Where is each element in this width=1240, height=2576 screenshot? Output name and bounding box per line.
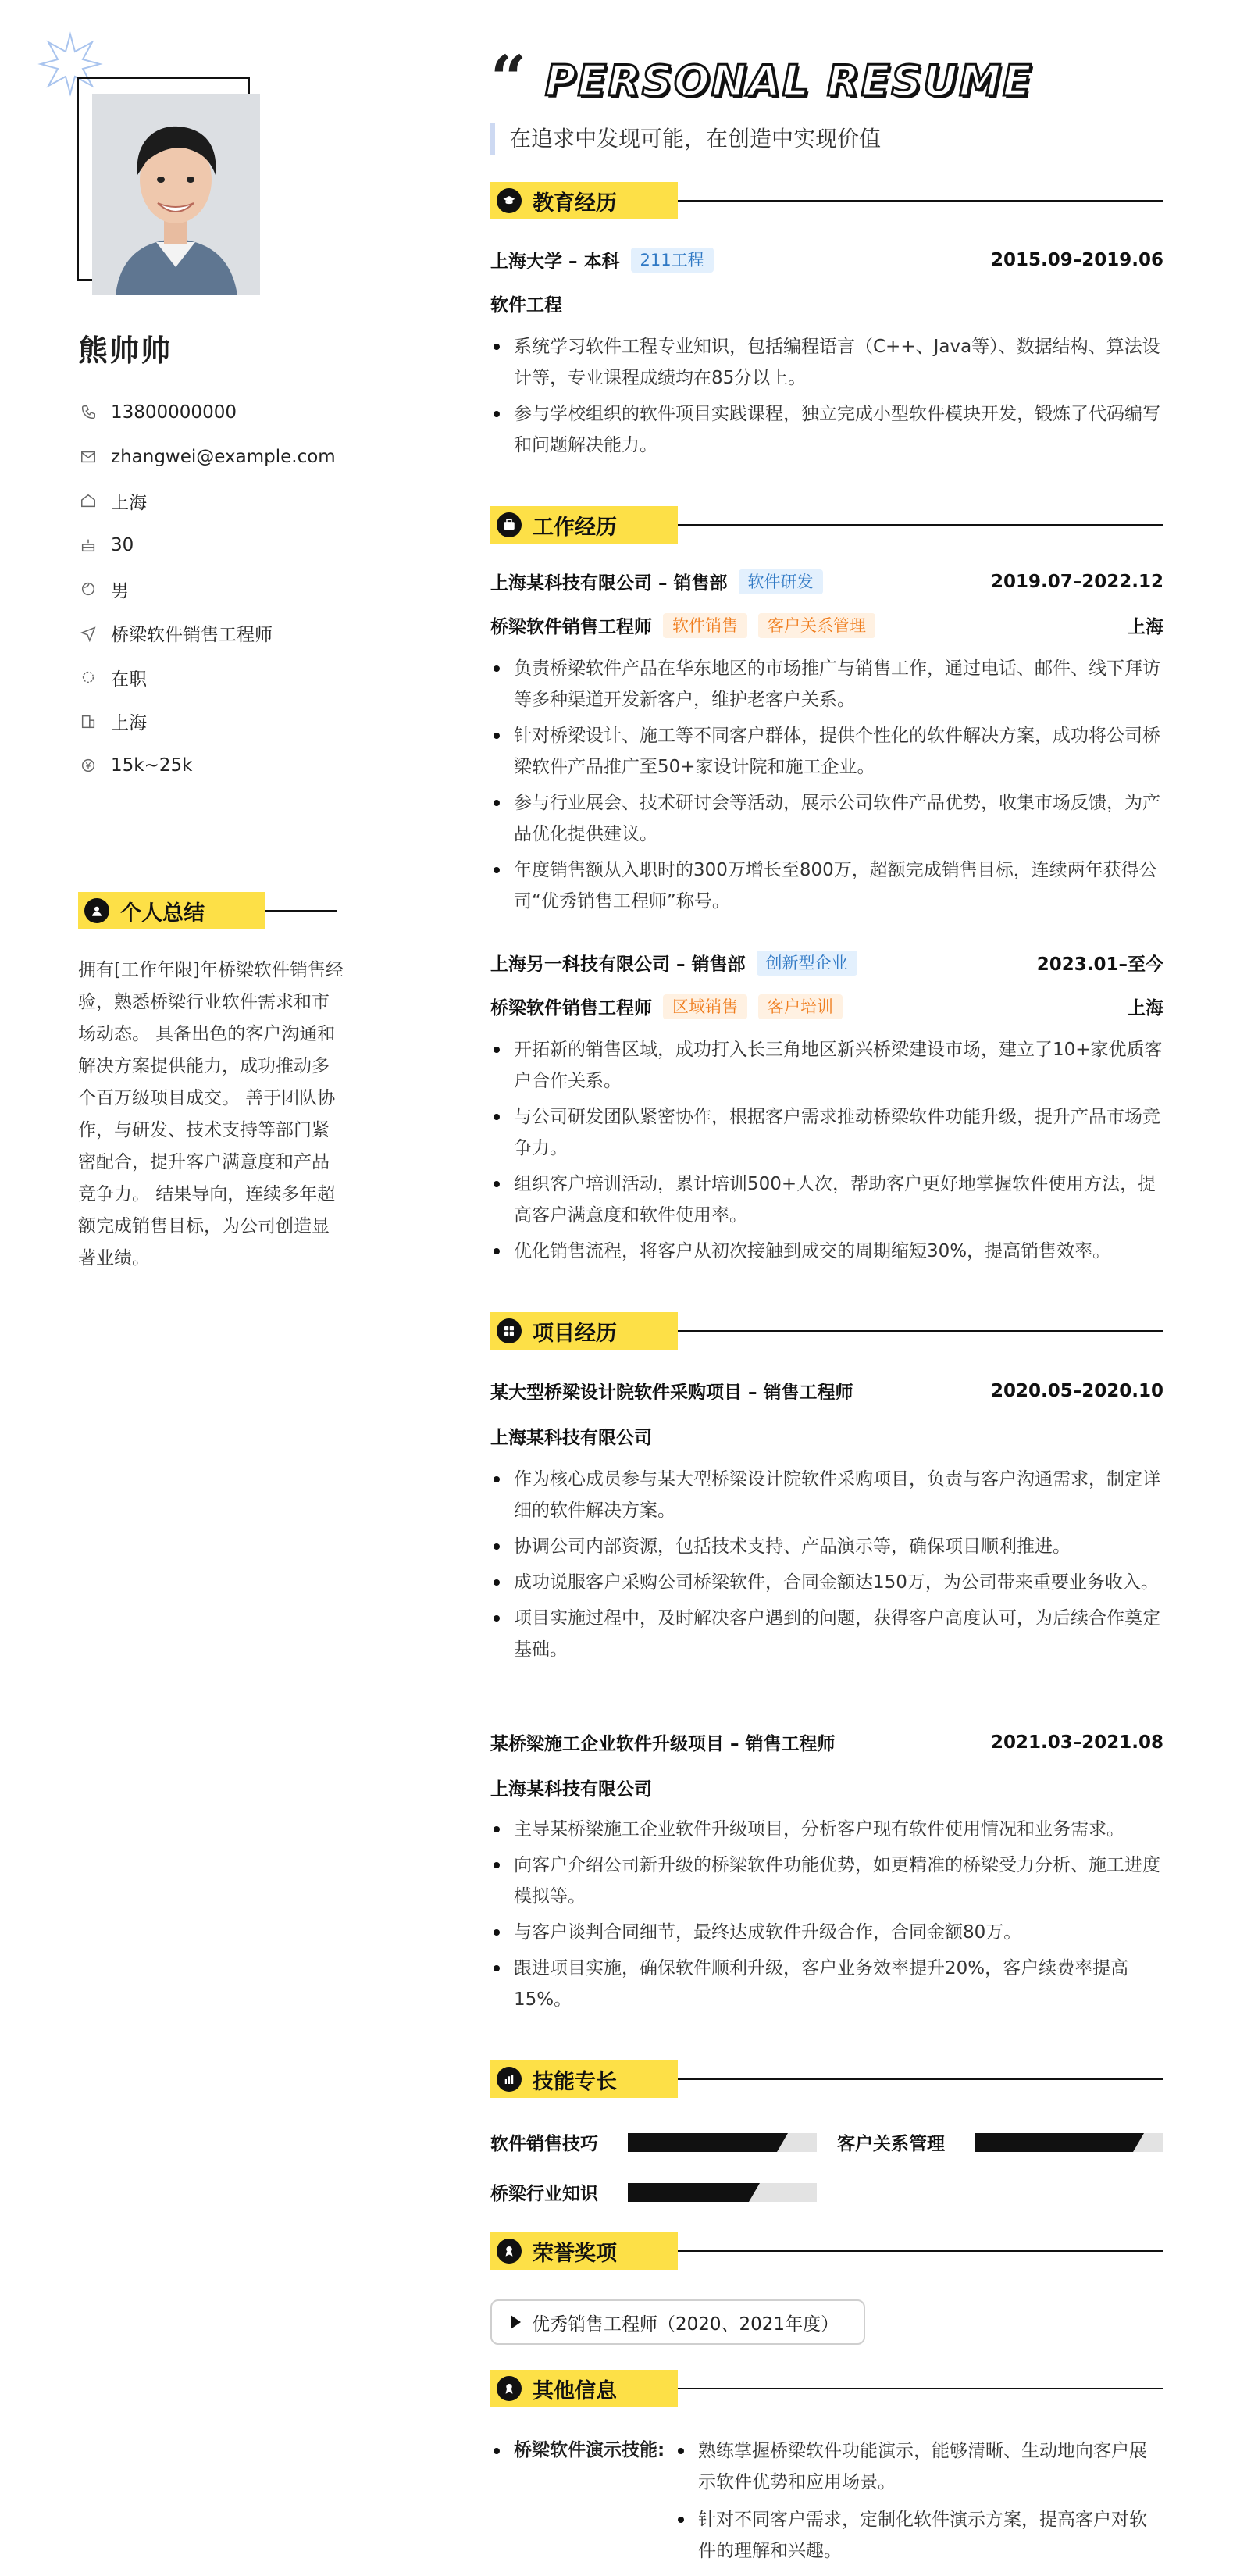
skills-tag	[490, 2060, 678, 2098]
school-name: 上海大学 – 本科	[490, 252, 620, 272]
project-bullets	[490, 1464, 1163, 1670]
education-tag	[490, 182, 678, 219]
project-name: 某大型桥梁设计院软件采购项目 – 销售工程师	[490, 1383, 853, 1403]
info-row-age	[78, 523, 390, 568]
list-item: 参与学校组织的软件项目实践课程，独立完成小型软件模块开发，锻炼了代码编写和问题解决能力。	[490, 398, 1163, 461]
role-tag: 客户培训	[758, 994, 843, 1019]
gender-icon	[78, 579, 98, 599]
mail-icon	[78, 447, 98, 467]
info-row-position	[78, 612, 390, 656]
city-text: 上海	[111, 713, 147, 734]
work-section-header	[490, 506, 1163, 544]
info-row-location	[78, 479, 390, 523]
skill-bar-fill	[628, 2183, 749, 2202]
job-bullets	[490, 653, 1163, 922]
skill-item	[837, 2129, 1163, 2155]
list-item: 跟进项目实施，确保软件顺利升级，客户业务效率提升20%，客户续费率提高15%。	[490, 1953, 1163, 2015]
salary-text: 15k~25k	[111, 755, 193, 776]
project-date: 2021.03–2021.08	[990, 1732, 1163, 1753]
briefcase-icon	[497, 512, 522, 537]
graduation-cap-icon	[497, 188, 522, 213]
honors-title: 荣誉奖项	[533, 2241, 617, 2266]
project-row	[490, 1378, 1163, 1404]
list-item: 优化销售流程，将客户从初次接触到成交的周期缩短30%，提高销售效率。	[490, 1236, 1163, 1267]
status-icon	[78, 667, 98, 687]
summary-title: 个人总结	[120, 901, 205, 926]
job-bullets	[490, 1034, 1163, 1272]
award-icon	[497, 2376, 522, 2401]
cake-icon	[78, 535, 98, 555]
job-date: 2019.07–2022.12	[990, 571, 1163, 592]
honors-tag	[490, 2232, 678, 2270]
skill-name: 软件销售技巧	[490, 2134, 598, 2154]
role-tag: 客户关系管理	[758, 613, 875, 638]
job-date: 2023.01–至今	[1036, 954, 1163, 975]
work-title: 工作经历	[533, 515, 617, 540]
list-item: 主导某桥梁施工企业软件升级项目，分析客户现有软件使用情况和业务需求。	[490, 1814, 1163, 1845]
other-title: 其他信息	[533, 2378, 617, 2403]
skills-section-header	[490, 2060, 1163, 2098]
skill-name: 桥梁行业知识	[490, 2184, 598, 2204]
list-item: 针对不同客户需求，定制化软件演示方案，提高客户对软件的理解和兴趣。	[675, 2504, 1163, 2567]
job-role-row	[490, 612, 1163, 638]
skill-bar-fill	[975, 2133, 1133, 2152]
candidate-name: 熊帅帅	[78, 334, 173, 368]
job-company: 上海某科技有限公司 – 销售部	[490, 573, 728, 594]
info-row-gender	[78, 567, 390, 612]
job-tag: 创新型企业	[757, 951, 857, 976]
honors-divider	[678, 2250, 1163, 2252]
project-name: 某桥梁施工企业软件升级项目 – 销售工程师	[490, 1734, 836, 1754]
projects-title: 项目经历	[533, 1321, 617, 1346]
email-text: zhangwei@example.com	[111, 446, 336, 467]
info-row-salary	[78, 744, 390, 788]
summary-text: 拥有[工作年限]年桥梁软件销售经验，熟悉桥梁行业软件需求和市场动态。 具备出色的客户沟通和解决方案提供能力，成功推动多个百万级项目成交。 善于团队协作，与研发、技术支持等部门紧密配合，提升客户满意度和产品竞争力。 结果导向，连续多年超额完成销售目标，为公司创造显著业绩。	[78, 960, 344, 1268]
skill-bar	[628, 2133, 817, 2152]
list-item: 开拓新的销售区域，成功打入长三角地区新兴桥梁建设市场，建立了10+家优质客户合作关系。	[490, 1034, 1163, 1097]
phone-icon	[78, 402, 98, 423]
job-row	[490, 950, 1163, 976]
education-major: 软件工程	[490, 295, 562, 316]
job-row	[490, 569, 1163, 594]
avatar	[92, 94, 260, 295]
project-bullets	[490, 1814, 1163, 2020]
list-item: 参与行业展会、技术研讨会等活动，展示公司软件产品优势，收集市场反馈，为产品优化提供建议。	[490, 787, 1163, 850]
award-icon	[497, 2239, 522, 2264]
project-row	[490, 1729, 1163, 1755]
send-icon	[78, 623, 98, 644]
status-text: 在职	[111, 669, 147, 690]
list-item: 年度销售额从入职时的300万增长至800万，超额完成销售目标，连续两年获得公司“优秀销售工程师”称号。	[490, 855, 1163, 917]
info-row-email	[78, 435, 390, 480]
skill-item	[490, 2129, 817, 2155]
list-item: 成功说服客户采购公司桥梁软件，合同金额达150万，为公司带来重要业务收入。	[490, 1567, 1163, 1598]
job-role: 桥梁软件销售工程师	[490, 998, 652, 1019]
skill-name: 客户关系管理	[837, 2134, 945, 2154]
skills-title: 技能专长	[533, 2069, 617, 2094]
role-tag: 区域销售	[663, 994, 747, 1019]
job-role: 桥梁软件销售工程师	[490, 617, 652, 637]
work-divider	[678, 524, 1163, 526]
skill-item	[490, 2179, 817, 2205]
list-item: 项目实施过程中，及时解决客户遇到的问题，获得客户高度认可，为后续合作奠定基础。	[490, 1603, 1163, 1665]
honors-section-header	[490, 2232, 1163, 2270]
award-text: 优秀销售工程师（2020、2021年度）	[532, 2314, 839, 2335]
position-text: 桥梁软件销售工程师	[111, 625, 273, 646]
work-tag	[490, 506, 678, 544]
list-item: 组织客户培训活动，累计培训500+人次，帮助客户更好地掌握软件使用方法，提高客户满意度和软件使用率。	[490, 1168, 1163, 1231]
education-title: 教育经历	[533, 191, 617, 216]
building-icon	[78, 712, 98, 732]
other-tag	[490, 2370, 678, 2407]
summary-section-header	[78, 892, 337, 929]
list-item: 与客户谈判合同细节，最终达成软件升级合作，合同金额80万。	[490, 1917, 1163, 1948]
education-row	[490, 247, 1163, 273]
home-icon	[78, 491, 98, 511]
info-row-city	[78, 700, 390, 744]
list-item: 协调公司内部资源，包括技术支持、产品演示等，确保项目顺利推进。	[490, 1531, 1163, 1562]
location-text: 上海	[111, 492, 147, 513]
project-company: 上海某科技有限公司	[490, 1428, 652, 1448]
education-bullets	[490, 331, 1163, 466]
quote-icon: “	[490, 41, 527, 115]
list-item: 负责桥梁软件产品在华东地区的市场推广与销售工作，通过电话、邮件、线下拜访等多种渠道开发新客户，维护老客户关系。	[490, 653, 1163, 715]
other-section-header	[490, 2370, 1163, 2407]
personal-info-list	[78, 391, 390, 788]
summary-tag	[78, 892, 265, 929]
projects-divider	[678, 1330, 1163, 1332]
user-icon	[84, 898, 109, 923]
education-date: 2015.09–2019.06	[990, 249, 1163, 270]
role-tag: 软件销售	[663, 613, 747, 638]
salary-icon	[78, 755, 98, 776]
projects-section-header	[490, 1312, 1163, 1350]
resume-title: PERSONAL RESUME	[545, 56, 1033, 105]
job-city: 上海	[1128, 617, 1163, 637]
school-tag: 211工程	[631, 248, 714, 273]
motto: 在追求中发现可能，在创造中实现价值	[490, 123, 881, 155]
gender-text: 男	[111, 580, 129, 601]
summary-divider	[265, 910, 337, 912]
project-company: 上海某科技有限公司	[490, 1779, 652, 1800]
job-role-row	[490, 994, 1163, 1019]
play-icon	[511, 2315, 521, 2329]
education-section-header	[490, 182, 1163, 219]
list-item: 系统学习软件工程专业知识，包括编程语言（C++、Java等）、数据结构、算法设计等，专业课程成绩均在85分以上。	[490, 331, 1163, 394]
job-tag: 软件研发	[739, 569, 823, 594]
skill-bar-fill	[628, 2133, 777, 2152]
project-date: 2020.05–2020.10	[990, 1380, 1163, 1401]
age-text: 30	[111, 534, 134, 555]
award-item[interactable]	[490, 2299, 865, 2345]
info-row-status	[78, 655, 390, 700]
projects-tag	[490, 1312, 678, 1350]
skill-bar	[975, 2133, 1163, 2152]
list-item: 针对桥梁设计、施工等不同客户群体，提供个性化的软件解决方案，成功将公司桥梁软件产品推广至50+家设计院和施工企业。	[490, 720, 1163, 783]
list-item: 与公司研发团队紧密协作，根据客户需求推动桥梁软件功能升级，提升产品市场竞争力。	[490, 1101, 1163, 1164]
education-divider	[678, 200, 1163, 202]
list-item: 熟练掌握桥梁软件功能演示，能够清晰、生动地向客户展示软件优势和应用场景。	[675, 2435, 1163, 2498]
other-divider	[678, 2388, 1163, 2389]
list-item: 作为核心成员参与某大型桥梁设计院软件采购项目，负责与客户沟通需求，制定详细的软件解决方案。	[490, 1464, 1163, 1526]
job-company: 上海另一科技有限公司 – 销售部	[490, 954, 746, 975]
other-bullets	[675, 2435, 1163, 2573]
job-city: 上海	[1128, 998, 1163, 1019]
skills-divider	[678, 2078, 1163, 2080]
phone-text: 13800000000	[111, 402, 237, 423]
other-label: 桥梁软件演示技能:	[490, 2435, 665, 2461]
list-item: 向客户介绍公司新升级的桥梁软件功能优势，如更精准的桥梁受力分析、施工进度模拟等。	[490, 1850, 1163, 1912]
grid-icon	[497, 1318, 522, 1343]
skill-bar	[628, 2183, 817, 2202]
info-row-phone	[78, 391, 390, 435]
chart-icon	[497, 2067, 522, 2092]
